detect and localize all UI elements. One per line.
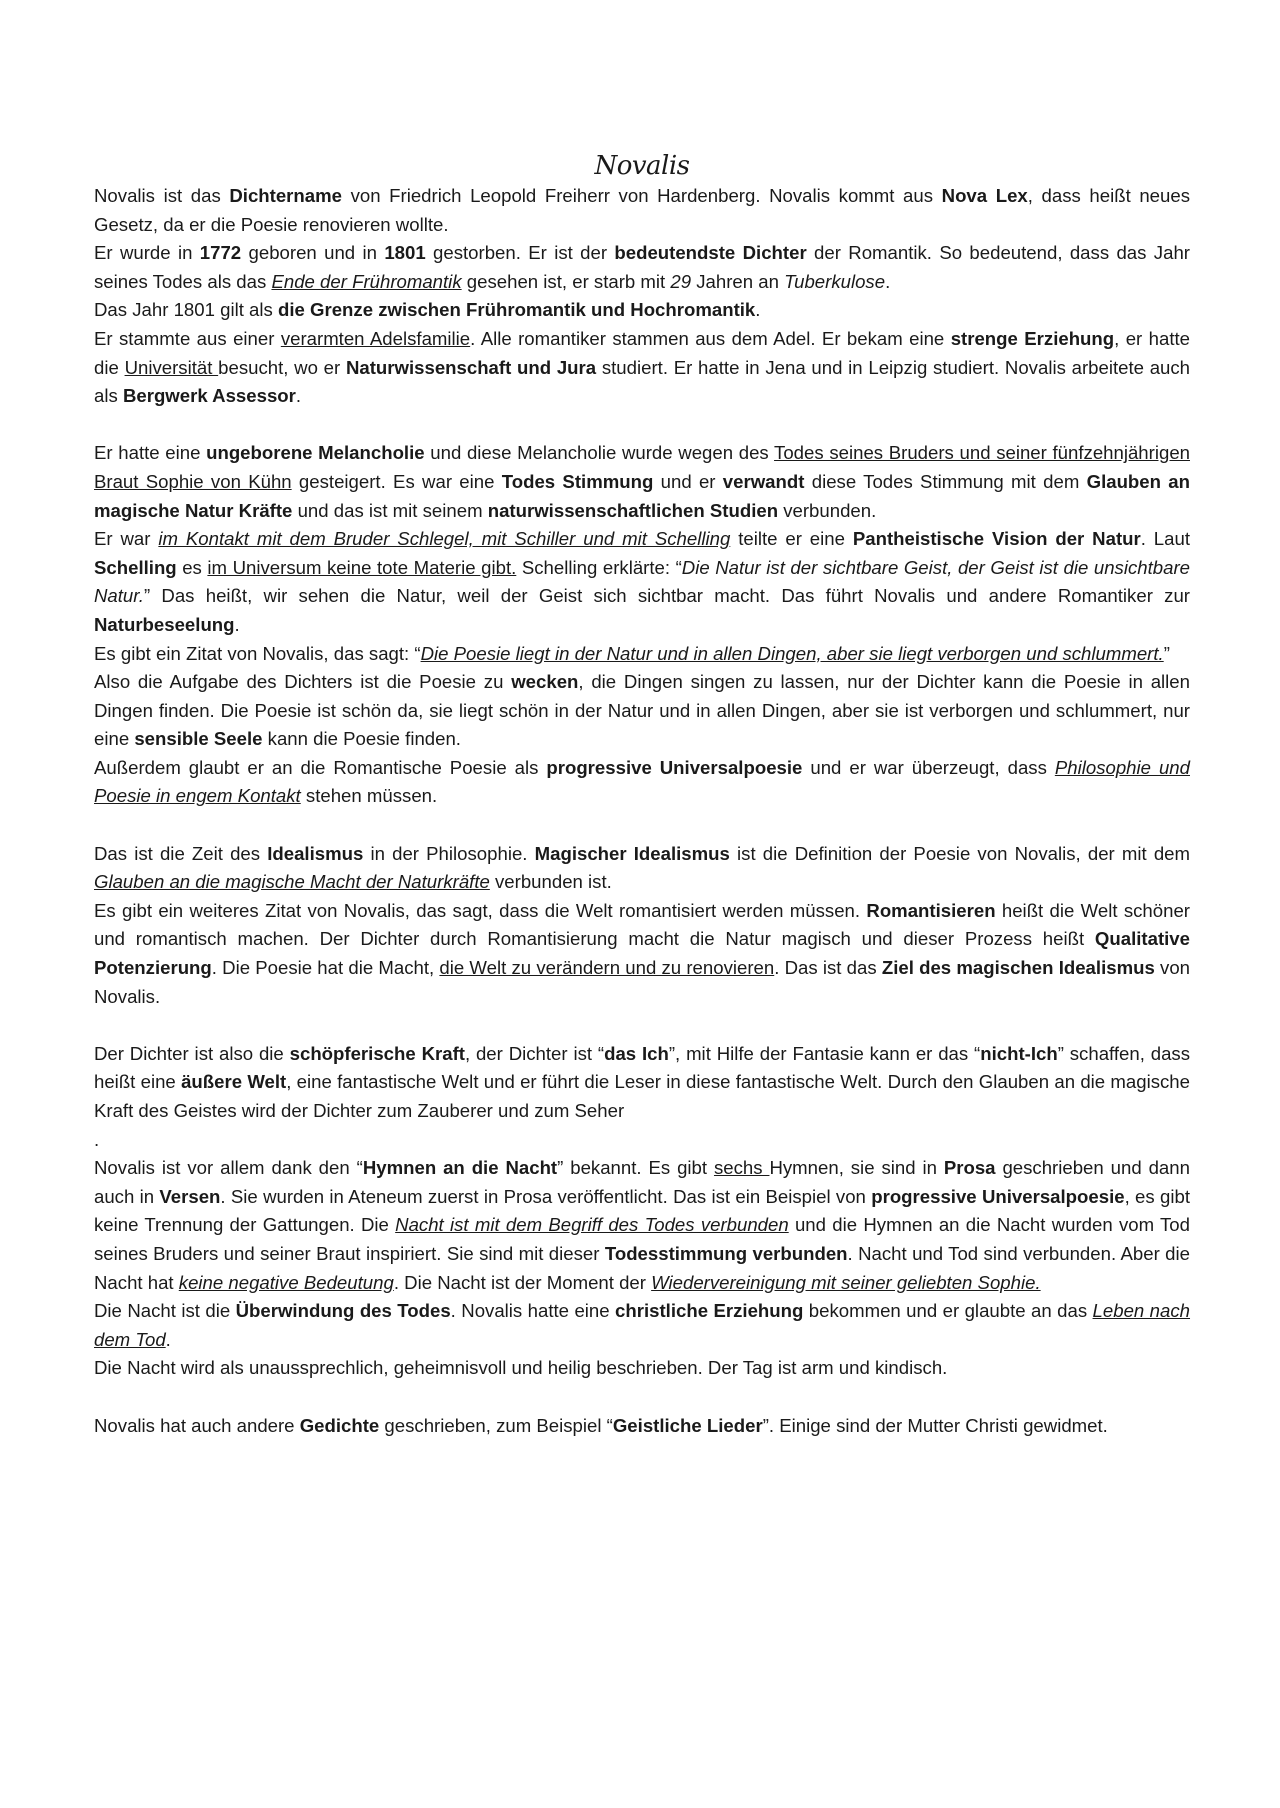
- paragraph-universalpoesie: Außerdem glaubt er an die Romantische Poesie als progressive Universalpoesie und er war überzeugt, dass Philosophie und Poesie in engem Kontakt stehen müssen.: [94, 756, 1190, 807]
- paragraph-lebensdaten: Er wurde in 1772 geboren und in 1801 gestorben. Er ist der bedeutendste Dichter der Romantik. So bedeutend, dass das Jahr seines Todes als das Ende der Frühromantik gesehen ist, er starb mit 29 Jahren an Tuberkulose.: [94, 242, 1190, 292]
- paragraph-melancholie: Er hatte eine ungeborene Melancholie und diese Melancholie wurde wegen des Todes seines Bruders und seiner fünfzehnjährigen Braut Sophie von Kühn gesteigert. Es war eine Todes Stimmung und er verwandt diese Todes Stimmung mit dem Glauben an magische Natur Kräfte und das ist mit seinem naturwissenschaftlichen Studien verbunden.: [94, 442, 1190, 521]
- paragraph-gap: [94, 811, 1190, 840]
- paragraph-gap: [94, 1383, 1190, 1412]
- paragraph-ueberwindung: Die Nacht ist die Überwindung des Todes. Novalis hatte eine christliche Erziehung bekommen und er glaubte an das Leben nach dem Tod.: [94, 1300, 1191, 1350]
- paragraph-idealismus: Das ist die Zeit des Idealismus in der Philosophie. Magischer Idealismus ist die Definition der Poesie von Novalis, der mit dem Glauben an die magische Macht der Naturkräfte verbunden ist.: [94, 842, 1190, 893]
- paragraph-hymnen: Novalis ist vor allem dank den “Hymnen an die Nacht” bekannt. Es gibt sechs Hymnen, sie sind in Prosa geschrieben und dann auch in Versen. Sie wurden in Ateneum zuerst in Prosa veröffentlicht. Das ist ein Beispiel von progressive Universalpoesie, es gibt keine Trennung der Gattungen. Die Nacht ist mit dem Begriff des Todes verbunden und die Hymnen an die Nacht wurden vom Tod seines Bruders und seiner Braut inspiriert. Sie sind mit dieser Todesstimmung verbunden. Nacht und Tod sind verbunden. Aber die Nacht hat keine negative Bedeutung. Die Nacht ist der Moment der Wiedervereinigung mit seiner geliebten Sophie.: [94, 1157, 1190, 1293]
- paragraph-dichtername: Novalis ist das Dichtername von Friedrich Leopold Freiherr von Hardenberg. Novalis kommt aus Nova Lex, dass heißt neues Gesetz, da er die Poesie renovieren wollte.: [94, 185, 1190, 235]
- paragraph-gap: [94, 1011, 1190, 1040]
- paragraph-gedichte: Novalis hat auch andere Gedichte geschrieben, zum Beispiel “Geistliche Lieder”. Einige sind der Mutter Christi gewidmet.: [94, 1414, 1108, 1436]
- paragraph-grenze: Das Jahr 1801 gilt als die Grenze zwischen Frühromantik und Hochromantik.: [94, 299, 761, 321]
- paragraph-romantisieren: Es gibt ein weiteres Zitat von Novalis, das sagt, dass die Welt romantisiert werden müssen. Romantisieren heißt die Welt schöner und romantisch machen. Der Dichter durch Romantisierung macht die Natur magisch und dieser Prozess heißt Qualitative Potenzierung. Die Poesie hat die Macht, die Welt zu verändern und zu renovieren. Das ist das Ziel des magischen Idealismus von Novalis.: [94, 899, 1191, 1007]
- paragraph-dichter-ich: Der Dichter ist also die schöpferische Kraft, der Dichter ist “das Ich”, mit Hilfe der Fantasie kann er das “nicht-Ich” schaffen, dass heißt eine äußere Welt, eine fantastische Welt und er führt die Leser in diese fantastische Welt. Durch den Glauben an die magische Kraft des Geistes wird der Dichter zum Zauberer und zum Seher: [94, 1042, 1191, 1121]
- paragraph-herkunft: Er stammte aus einer verarmten Adelsfamilie. Alle romantiker stammen aus dem Adel. Er bekam eine strenge Erziehung, er hatte die Universität besucht, wo er Naturwissenschaft und Jura studiert. Er hatte in Jena und in Leipzig studiert. Novalis arbeitete auch als Bergwerk Assessor.: [94, 327, 1191, 407]
- paragraph-gap: [94, 411, 1190, 440]
- paragraph-aufgabe: Also die Aufgabe des Dichters ist die Poesie zu wecken, die Dingen singen zu lassen, nur der Dichter kann die Poesie in allen Dingen finden. Die Poesie ist schön da, sie liegt schön in der Natur und in allen Dingen, aber sie ist verborgen und schlummert, nur eine sensible Seele kann die Poesie finden.: [94, 671, 1190, 750]
- paragraph-nacht-tag: Die Nacht wird als unaussprechlich, geheimnisvoll und heilig beschrieben. Der Tag ist arm und kindisch.: [94, 1357, 948, 1379]
- page-title: Novalis: [594, 151, 690, 181]
- document-page: [94, 150, 1190, 1440]
- paragraph-dot: .: [94, 1128, 100, 1150]
- paragraph-kontakt: Er war im Kontakt mit dem Bruder Schlegel, mit Schiller und mit Schelling teilte er eine Pantheistische Vision der Natur. Laut Schelling es im Universum keine tote Materie gibt. Schelling erklärte: “Die Natur ist der sichtbare Geist, der Geist ist die unsichtbare Natur.” Das heißt, wir sehen die Natur, weil der Geist sich sichtbar macht. Das führt Novalis und andere Romantiker zur Naturbeseelung.: [94, 528, 1190, 635]
- paragraph-zitat: Es gibt ein Zitat von Novalis, das sagt: “Die Poesie liegt in der Natur und in allen Dingen, aber sie liegt verborgen und schlummert.”: [94, 642, 1170, 664]
